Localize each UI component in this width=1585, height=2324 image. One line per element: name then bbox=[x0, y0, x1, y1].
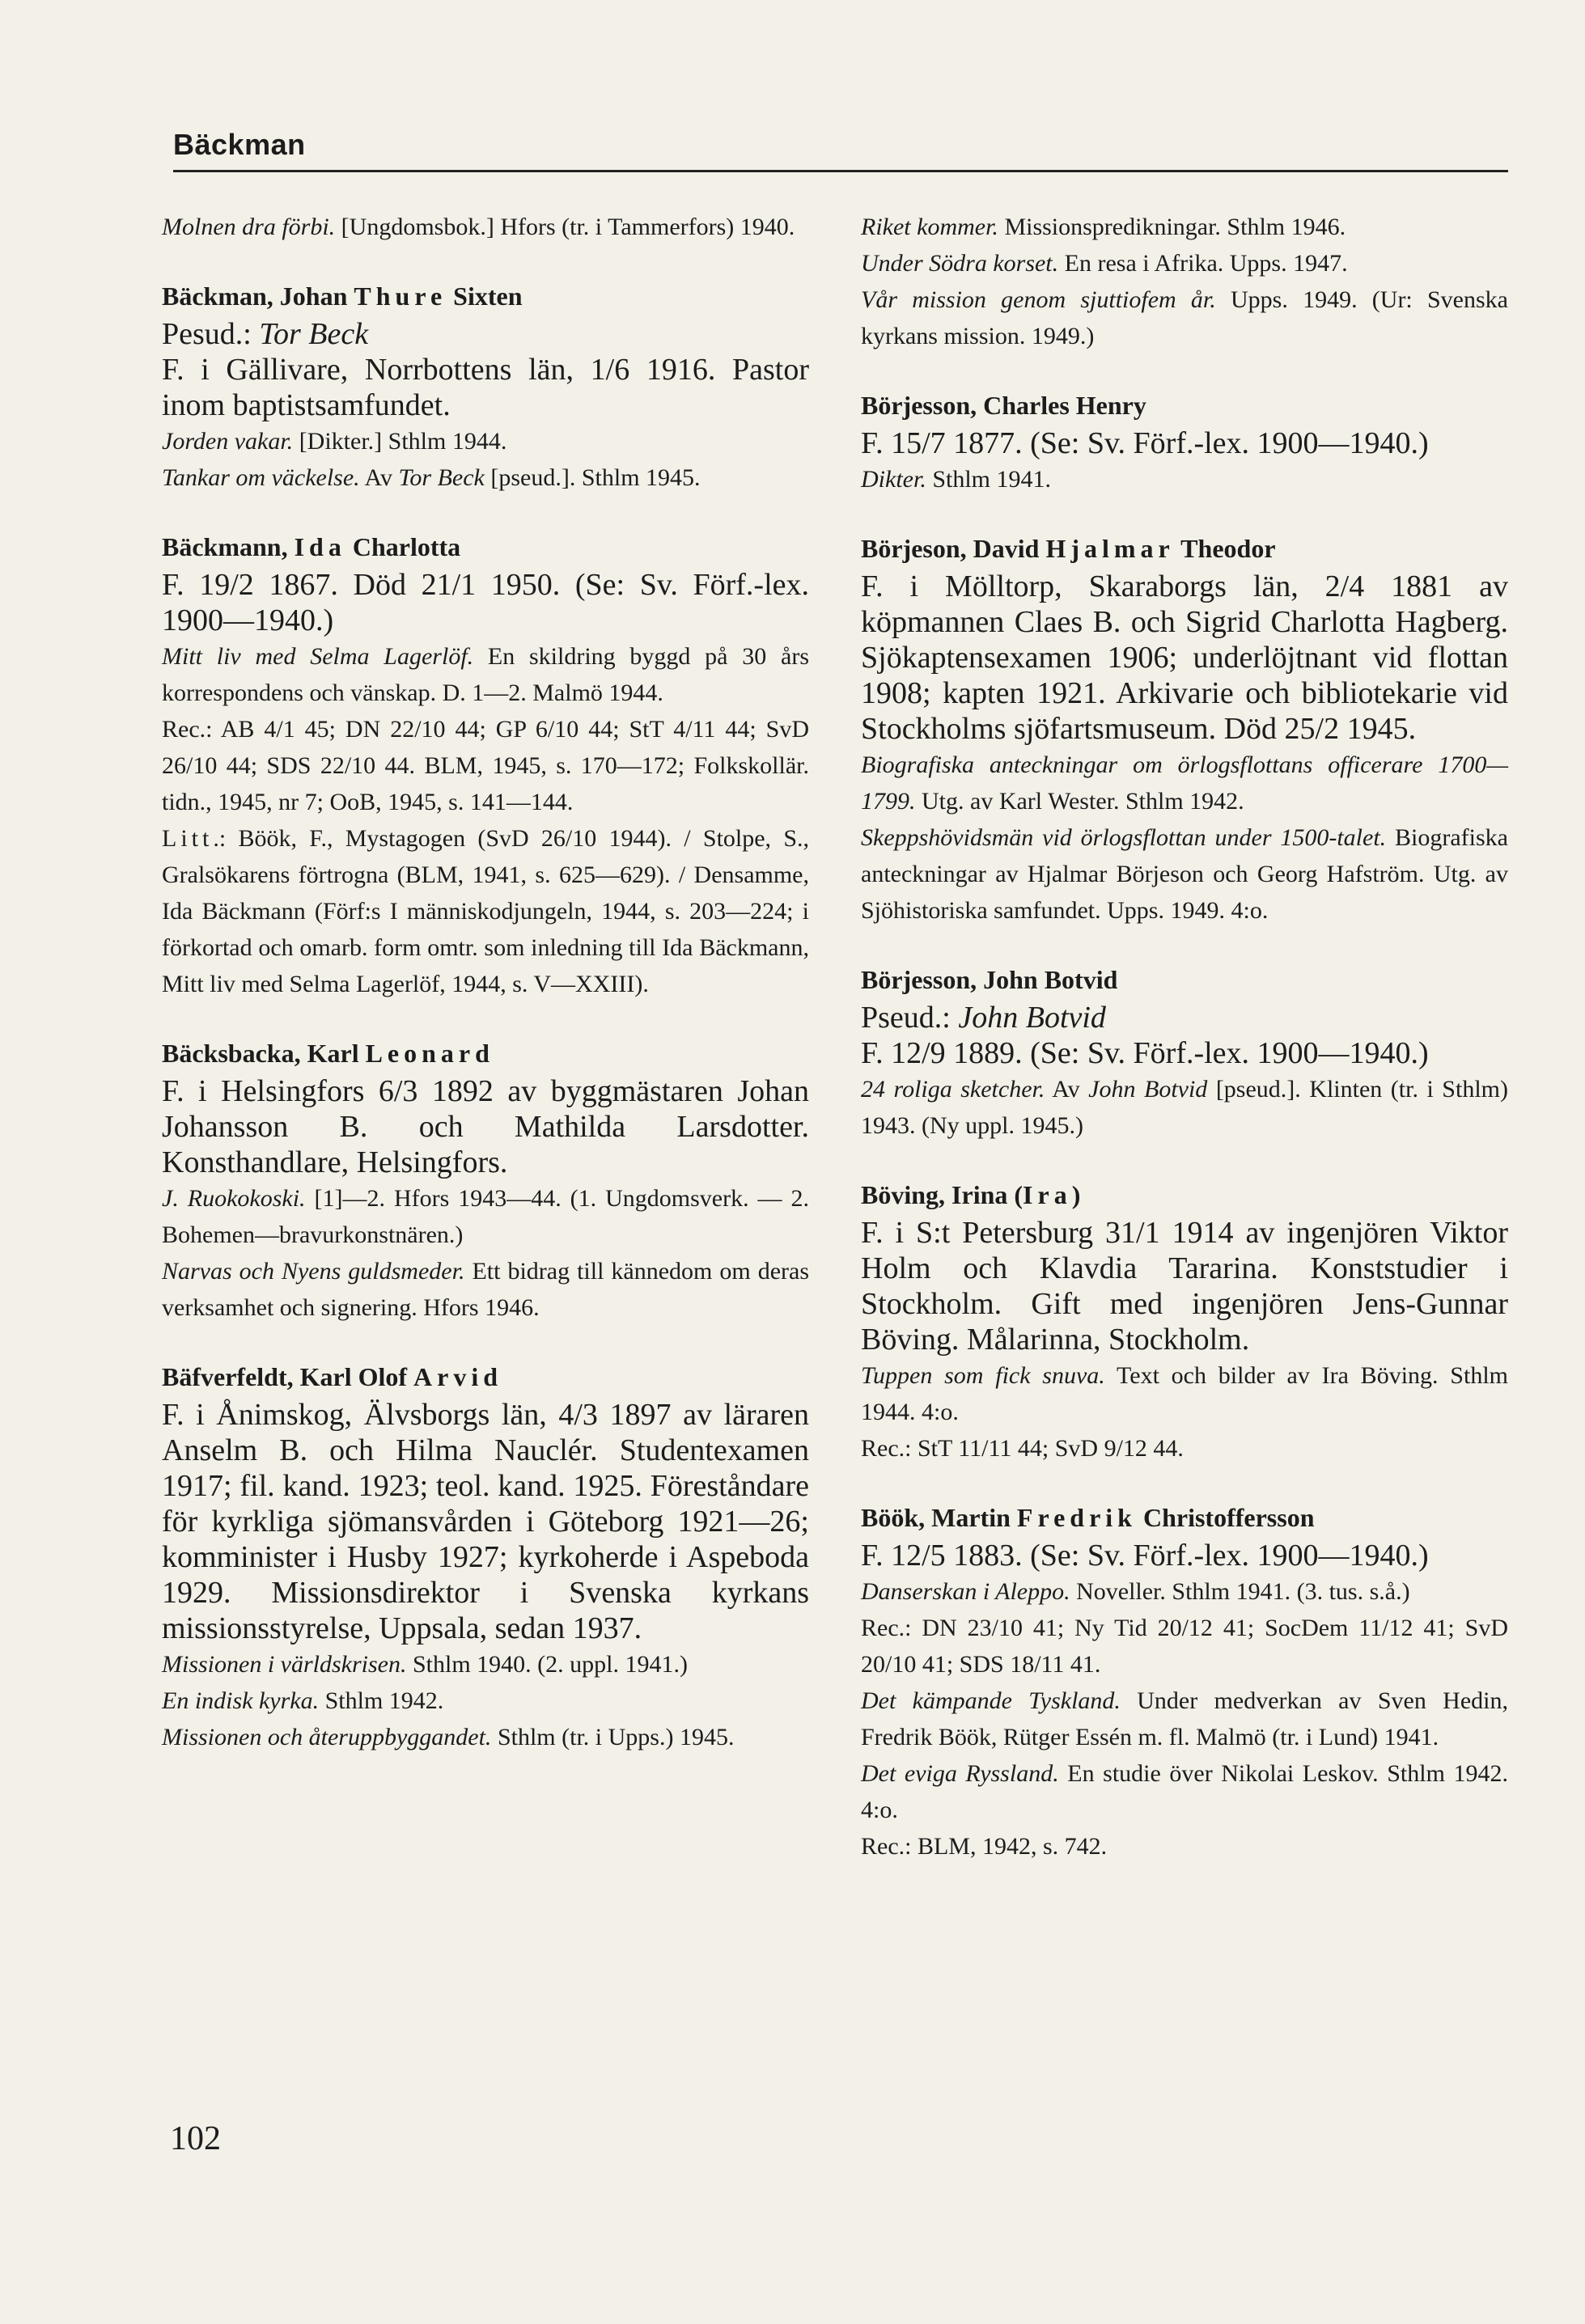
work-citation: J. Ruokokoski. [1]—2. Hfors 1943—44. (1. Ungdomsverk. — 2. Bohemen—bravurkonstnären.) bbox=[162, 1185, 809, 1248]
bibliography-entry bbox=[861, 209, 1508, 354]
running-header bbox=[173, 128, 1508, 172]
bibliography-entry bbox=[162, 209, 809, 245]
biography-text: F. i S:t Petersburg 31/1 1914 av ingenjören Viktor Holm och Klavdia Tararina. Konststudier i Stockholm. Gift med ingenjören Jens-Gunnar Böving. Målarinna, Stockholm. bbox=[861, 1216, 1508, 1357]
work-citation: Molnen dra förbi. [Ungdomsbok.] Hfors (tr. i Tammerfors) 1940. bbox=[162, 214, 795, 240]
author-name: Bäcksbacka, Karl Leonard bbox=[162, 1039, 494, 1068]
biography-text: F. 12/9 1889. (Se: Sv. Förf.-lex. 1900—1940.) bbox=[861, 1036, 1429, 1070]
bibliography-entry bbox=[861, 1499, 1508, 1865]
work-citation: Tuppen som fick snuva. Text och bilder av Ira Böving. Sthlm 1944. 4:o. bbox=[861, 1362, 1508, 1425]
work-citation: 24 roliga sketcher. Av John Botvid [pseud.]. Klinten (tr. i Sthlm) 1943. (Ny uppl. 1945.) bbox=[861, 1076, 1508, 1139]
author-name: Böök, Martin Fredrik Christoffersson bbox=[861, 1503, 1315, 1532]
work-citation: Narvas och Nyens guldsmeder. Ett bidrag till kännedom om deras verksamhet och signering. Hfors 1946. bbox=[162, 1258, 809, 1321]
right-column bbox=[861, 209, 1508, 1897]
bibliography-entry bbox=[861, 387, 1508, 497]
bibliography-entry bbox=[162, 528, 809, 1002]
author-name: Bäfverfeldt, Karl Olof Arvid bbox=[162, 1362, 503, 1391]
work-citation: Rec.: StT 11/11 44; SvD 9/12 44. bbox=[861, 1435, 1184, 1462]
work-citation: Biografiska anteckningar om örlogsflottans officerare 1700—1799. Utg. av Karl Wester. Sthlm 1942. bbox=[861, 751, 1508, 815]
biography-text: Pesud.: Tor Beck bbox=[162, 317, 369, 351]
author-name: Börjesson, Charles Henry bbox=[861, 391, 1146, 420]
author-name: Börjeson, David Hjalmar Theodor bbox=[861, 534, 1276, 563]
bibliography-entry bbox=[162, 277, 809, 496]
work-citation: Riket kommer. Missionspredikningar. Sthlm 1946. bbox=[861, 214, 1346, 240]
biography-text: F. 19/2 1867. Död 21/1 1950. (Se: Sv. Förf.-lex. 1900—1940.) bbox=[162, 568, 809, 637]
work-citation: Rec.: AB 4/1 45; DN 22/10 44; GP 6/10 44; StT 4/11 44; SvD 26/10 44; SDS 22/10 44. BLM, 1945, s. 170—172; Folkskollär. tidn., 1945, nr 7; OoB, 1945, s. 141—144. bbox=[162, 716, 809, 815]
work-citation: Det kämpande Tyskland. Under medverkan av Sven Hedin, Fredrik Böök, Rütger Essén m. fl. Malmö (tr. i Lund) 1941. bbox=[861, 1687, 1508, 1750]
author-name: Bäckman, Johan Thure Sixten bbox=[162, 282, 523, 311]
work-citation: En indisk kyrka. Sthlm 1942. bbox=[162, 1687, 444, 1714]
work-citation: Vår mission genom sjuttiofem år. Upps. 1949. (Ur: Svenska kyrkans mission. 1949.) bbox=[861, 286, 1508, 349]
biography-text: F. i Ånimskog, Älvsborgs län, 4/3 1897 av läraren Anselm B. och Hilma Nauclér. Studentexamen 1917; fil. kand. 1923; teol. kand. 1925. Föreståndare för kyrkliga sjömansvården i Göteborg 1921—26; komminister i Husby 1927; kyrkoherde i Aspeboda 1929. Missionsdirektor i Svenska kyrkans missionsstyrelse, Uppsala, sedan 1937. bbox=[162, 1398, 809, 1645]
work-citation: Dikter. Sthlm 1941. bbox=[861, 466, 1052, 493]
work-citation: Rec.: BLM, 1942, s. 742. bbox=[861, 1833, 1108, 1860]
work-citation: Mitt liv med Selma Lagerlöf. En skildring byggd på 30 års korrespondens och vänskap. D. 1—2. Malmö 1944. bbox=[162, 643, 809, 706]
page-number: 102 bbox=[170, 2120, 221, 2157]
work-citation: Tankar om väckelse. Av Tor Beck [pseud.]. Sthlm 1945. bbox=[162, 464, 701, 491]
bibliography-entry bbox=[861, 530, 1508, 929]
biography-text: F. i Mölltorp, Skaraborgs län, 2/4 1881 av köpmannen Claes B. och Sigrid Charlotta Hagberg. Sjökaptensexamen 1906; underlöjtnant vid flottan 1908; kapten 1921. Arkivarie och bibliotekarie vid Stockholms sjöfartsmuseum. Död 25/2 1945. bbox=[861, 569, 1508, 746]
biography-text: F. i Helsingfors 6/3 1892 av byggmästaren Johan Johansson B. och Mathilda Larsdotter. Konsthandlare, Helsingfors. bbox=[162, 1074, 809, 1179]
work-citation: Missionen och återuppbyggandet. Sthlm (tr. i Upps.) 1945. bbox=[162, 1724, 735, 1750]
bibliography-entry bbox=[162, 1358, 809, 1755]
work-citation: Rec.: DN 23/10 41; Ny Tid 20/12 41; SocDem 11/12 41; SvD 20/10 41; SDS 18/11 41. bbox=[861, 1615, 1508, 1678]
biography-text: F. i Gällivare, Norrbottens län, 1/6 1916. Pastor inom baptistsamfundet. bbox=[162, 353, 809, 422]
work-citation: Litt.: Böök, F., Mystagogen (SvD 26/10 1944). / Stolpe, S., Gralsökarens förtrogna (BLM, 1941, s. 625—629). / Densamme, Ida Bäckmann (Förf:s I människodjungeln, 1944, s. 203—224; i förkortad och omarb. form omtr. som inledning till Ida Bäckmann, Mitt liv med Selma Lagerlöf, 1944, s. V—XXIII). bbox=[162, 825, 809, 997]
work-citation: Skeppshövidsmän vid örlogsflottan under 1500-talet. Biografiska anteckningar av Hjalmar Börjeson och Georg Hafström. Utg. av Sjöhistoriska samfundet. Upps. 1949. 4:o. bbox=[861, 824, 1508, 924]
work-citation: Missionen i världskrisen. Sthlm 1940. (2. uppl. 1941.) bbox=[162, 1651, 688, 1678]
biography-text: F. 15/7 1877. (Se: Sv. Förf.-lex. 1900—1940.) bbox=[861, 426, 1429, 460]
work-citation: Det eviga Ryssland. En studie över Nikolai Leskov. Sthlm 1942. 4:o. bbox=[861, 1760, 1508, 1823]
bibliography-entry bbox=[861, 961, 1508, 1144]
work-citation: Under Södra korset. En resa i Afrika. Upps. 1947. bbox=[861, 250, 1348, 277]
author-name: Bäckmann, Ida Charlotta bbox=[162, 532, 461, 561]
author-name: Böving, Irina (Ira) bbox=[861, 1180, 1081, 1209]
author-name: Börjesson, John Botvid bbox=[861, 965, 1118, 994]
biography-text: Pseud.: John Botvid bbox=[861, 1001, 1106, 1035]
biography-text: F. 12/5 1883. (Se: Sv. Förf.-lex. 1900—1940.) bbox=[861, 1539, 1429, 1573]
bibliography-entry bbox=[861, 1176, 1508, 1467]
work-citation: Danserskan i Aleppo. Noveller. Sthlm 1941. (3. tus. s.å.) bbox=[861, 1578, 1410, 1605]
running-head-title: Bäckman bbox=[173, 128, 306, 161]
bibliography-entry bbox=[162, 1035, 809, 1326]
left-column bbox=[162, 209, 809, 1788]
work-citation: Jorden vakar. [Dikter.] Sthlm 1944. bbox=[162, 428, 507, 455]
